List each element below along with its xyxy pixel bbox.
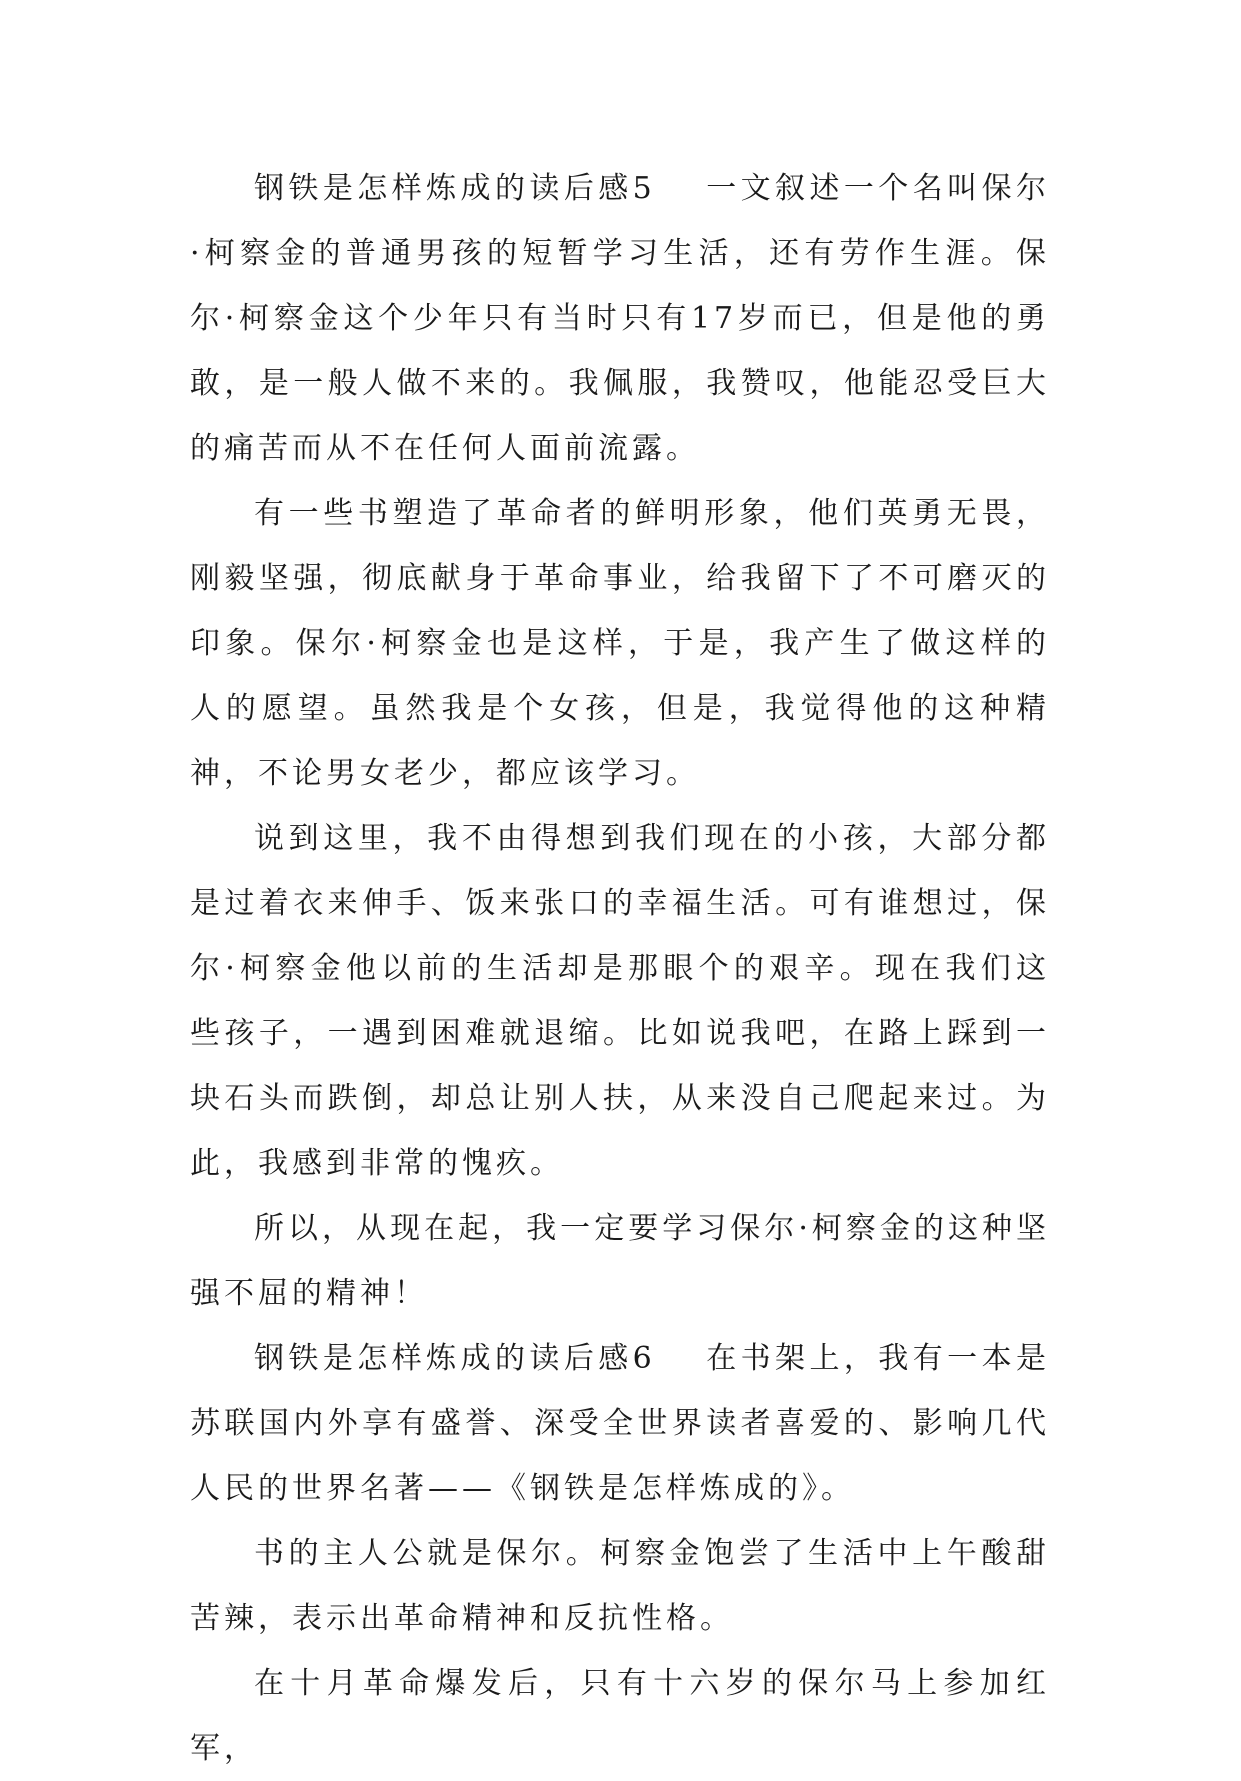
paragraph-5 (190, 1326, 1050, 1521)
paragraph-text: 一文叙述一个名叫保尔·柯察金的普通男孩的短暂学习生活，还有劳作生涯。保尔·柯察金这个少年只有当时只有17岁而已，但是他的勇敢，是一般人做不来的。我佩服，我赞叹，他能忍受巨大的痛苦而从不在任何人面前流露。 (190, 171, 1051, 466)
paragraph-6: 书的主人公就是保尔。柯察金饱尝了生活中上午酸甜苦辣，表示出革命精神和反抗性格。 (190, 1536, 1050, 1636)
essay-heading-6: 钢铁是怎样炼成的读后感6 (254, 1341, 656, 1376)
document-body (190, 156, 1050, 1781)
paragraph-3: 说到这里，我不由得想到我们现在的小孩，大部分都是过着衣来伸手、饭来张口的幸福生活。可有谁想过，保尔·柯察金他以前的生活却是那眼个的艰辛。现在我们这些孩子，一遇到困难就退缩。比如说我吧，在路上踩到一块石头而跌倒，却总让别人扶，从来没自己爬起来过。为此，我感到非常的愧疚。 (190, 821, 1050, 1181)
essay-heading-5: 钢铁是怎样炼成的读后感5 (254, 171, 656, 206)
paragraph-2: 有一些书塑造了革命者的鲜明形象，他们英勇无畏，刚毅坚强，彻底献身于革命事业，给我留下了不可磨灭的印象。保尔·柯察金也是这样，于是，我产生了做这样的人的愿望。虽然我是个女孩，但是，我觉得他的这种精神，不论男女老少，都应该学习。 (190, 496, 1050, 791)
paragraph-4: 所以，从现在起，我一定要学习保尔·柯察金的这种坚强不屈的精神！ (190, 1211, 1050, 1311)
paragraph-7: 在十月革命爆发后，只有十六岁的保尔马上参加红军， (190, 1666, 1050, 1766)
paragraph-text: 在书架上，我有一本是苏联国内外享有盛誉、深受全世界读者喜爱的、影响几代人民的世界名著——《钢铁是怎样炼成的》。 (190, 1341, 1051, 1506)
paragraph-1 (190, 156, 1050, 481)
